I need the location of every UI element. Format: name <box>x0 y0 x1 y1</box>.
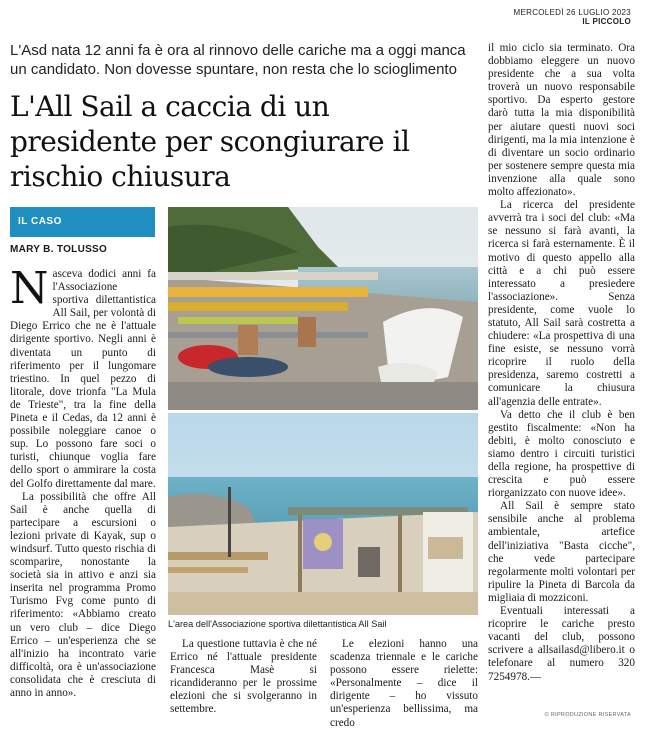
paragraph: Le elezioni hanno una scadenza triennale e le cariche possono essere rielette: «Personalmente – dice il dirigente – ho vissuto un'esperienza bellissima, ma credo <box>330 638 478 729</box>
newspaper-name: IL PICCOLO <box>582 17 631 26</box>
section-label: IL CASO <box>10 207 155 237</box>
article-kicker: L'Asd nata 12 anni fa è ora al rinnovo delle cariche ma a oggi manca un candidato. Non dovesse spuntare, non resta che lo scioglimento <box>10 42 466 78</box>
beach-photo-illustration <box>168 207 478 615</box>
text-column-3 <box>330 638 478 730</box>
article-photo <box>168 207 478 615</box>
paragraph: All Sail è sempre stato sensibile anche al problema ambientale, artefice dell'iniziativa "Basta cicche", che vede partecipare regolarmente molti volontari per ripulire la Pineta di Barcola da migliaia di mozziconi. <box>488 500 635 604</box>
text-column-4 <box>488 42 635 684</box>
paragraph: La ricerca del presidente avverrà tra i soci del club: «Ma se nessuno si farà avanti, la ricerca si farà esternamente. È il motivo di questo appello alla città e a chi può essere interessato a presiedere l'associazione». Senza presidente, come vuole lo statuto, All Sail sarà costretta a chiudere: «La prospettiva di una fine esiste, se nessuno vorrà ricoprire il ruolo della presidenza, saremo costretti a comunicare la chiusura all'agenzia delle entrate». <box>488 199 635 408</box>
paragraph: La questione tuttavia è che né Errico né l'attuale presidente Francesca Masè si ricandideranno per le prossime elezioni che si svolgeranno in settembre. <box>170 638 317 716</box>
paragraph: il mio ciclo sia terminato. Ora dobbiamo eleggere un nuovo presidente che a sua volta troverà un nuovo responsabile sportivo. Da esperto gestore darò tutta la mia disponibilità per aiutare questi nuovi soci dirigenti, ma la mia intenzione è di diventare un socio ordinario per sostenere sempre questa mia invenzione alla quale sono molto affezionato». <box>488 42 635 199</box>
paragraph: Nasceva dodici anni fa l'Associazione sportiva dilettantistica All Sail, per volontà di Diego Errico che ne è l'attuale dirigente sportivo. Negli anni è diventata un punto di riferimento per il lungomare triestino. In quel pezzo di litorale, dove trionfa "La Mula de Trieste", tra la fine della Pineta e il Cedas, da 12 anni è possibile noleggiare canoe o sup. Lo possono fare soci o turisti, chiunque voglia fare dello sport o ammirare la costa del Golfo direttamente dal mare. <box>10 263 156 490</box>
paragraph: Va detto che il club è ben gestito fiscalmente: «Non ha debiti, è molto conosciuto e siamo dentro i circuiti turistici della regione, ha prospettive di crescita e può essere riorganizzato con nuove idee». <box>488 408 635 500</box>
copyright-notice: © RIPRODUZIONE RISERVATA <box>544 712 631 718</box>
text-column-2 <box>170 638 317 717</box>
page-header <box>514 8 631 26</box>
author-byline: MARY B. TOLUSSO <box>10 244 108 255</box>
issue-date: MERCOLEDÌ 26 LUGLIO 2023 <box>513 8 631 17</box>
drop-cap: N <box>10 263 49 314</box>
photo-caption: L'area dell'Associazione sportiva dilettantistica All Sail <box>168 619 387 629</box>
paragraph: La possibilità che offre All Sail è anche quella di partecipare a escursioni o lezioni private di Kayak, sup o windsurf. Tutto questo rischia di scomparire, nonostante la società sia in attivo e anzi sia inserita nel programma Promo Turismo Fvg come punto di riferimento: «Abbiamo creato un vero club – dice Diego Errico – un'esperienza che se all'inizio ha incontrato varie difficoltà, ora è un'associazione consolidata che è cresciuta di anno in anno». <box>10 490 156 699</box>
text-column-1 <box>10 263 156 700</box>
paragraph: Eventuali interessati a ricoprire le cariche presto vacanti del club, possono scrivere a allsailasd@libero.it o telefonare al numero 320 7254978.— <box>488 605 635 683</box>
article-headline: L'All Sail a caccia di un presidente per scongiurare il rischio chiusura <box>10 90 410 193</box>
